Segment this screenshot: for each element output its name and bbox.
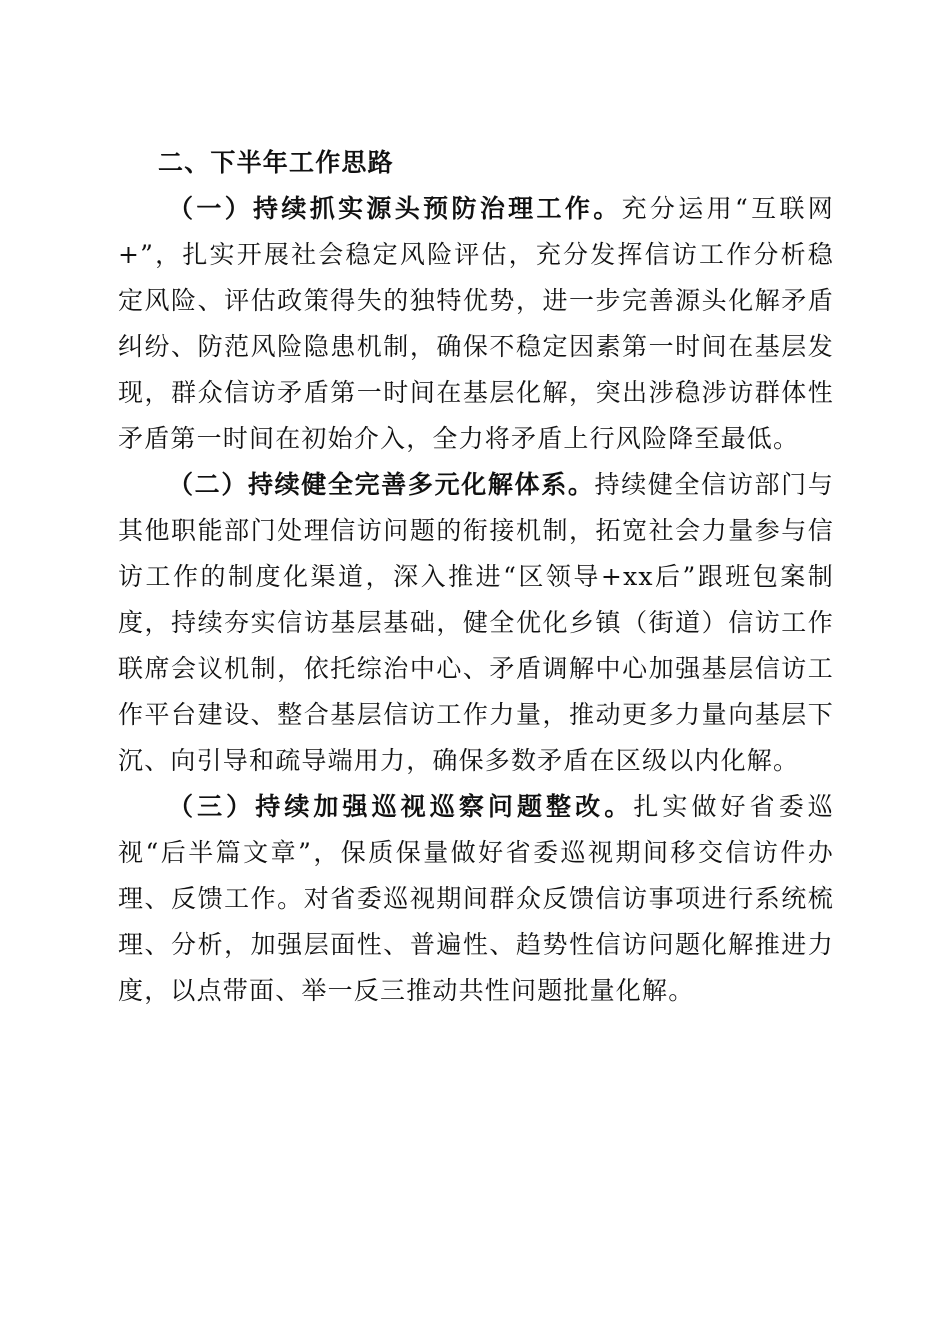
paragraph-3: [118, 784, 834, 1014]
section-heading: 二、下半年工作思路: [158, 148, 394, 177]
paragraph-3-title: （三）持续加强巡视巡察问题整改。: [168, 792, 634, 821]
paragraph-2-body: 持续健全信访部门与其他职能部门处理信访问题的衔接机制，拓宽社会力量参与信访工作的制度化渠道，深入推进“区领导+xx后”跟班包案制度，持续夯实信访基层基础，健全优化乡镇（街道）信访工作联席会议机制，依托综治中心、矛盾调解中心加强基层信访工作平台建设、整合基层信访工作力量，推动更多力量向基层下沉、向引导和疏导端用力，确保多数矛盾在区级以内化解。: [118, 470, 834, 775]
paragraph-3-body: 扎实做好省委巡视“后半篇文章”，保质保量做好省委巡视期间移交信访件办理、反馈工作。对省委巡视期间群众反馈信访事项进行系统梳理、分析，加强层面性、普遍性、趋势性信访问题化解推进力度，以点带面、举一反三推动共性问题批量化解。: [118, 792, 835, 1005]
paragraph-1: [118, 186, 834, 462]
paragraph-1-body: 充分运用“互联网+”，扎实开展社会稳定风险评估，充分发挥信访工作分析稳定风险、评估政策得失的独特优势，进一步完善源头化解矛盾纠纷、防范风险隐患机制，确保不稳定因素第一时间在基层发现，群众信访矛盾第一时间在基层化解，突出涉稳涉访群体性矛盾第一时间在初始介入，全力将矛盾上行风险降至最低。: [118, 194, 834, 453]
paragraph-1-title: （一）持续抓实源头预防治理工作。: [168, 194, 622, 223]
paragraph-2-title: （二）持续健全完善多元化解体系。: [168, 470, 595, 499]
paragraph-2: [118, 462, 834, 784]
document-body: [118, 140, 834, 1014]
